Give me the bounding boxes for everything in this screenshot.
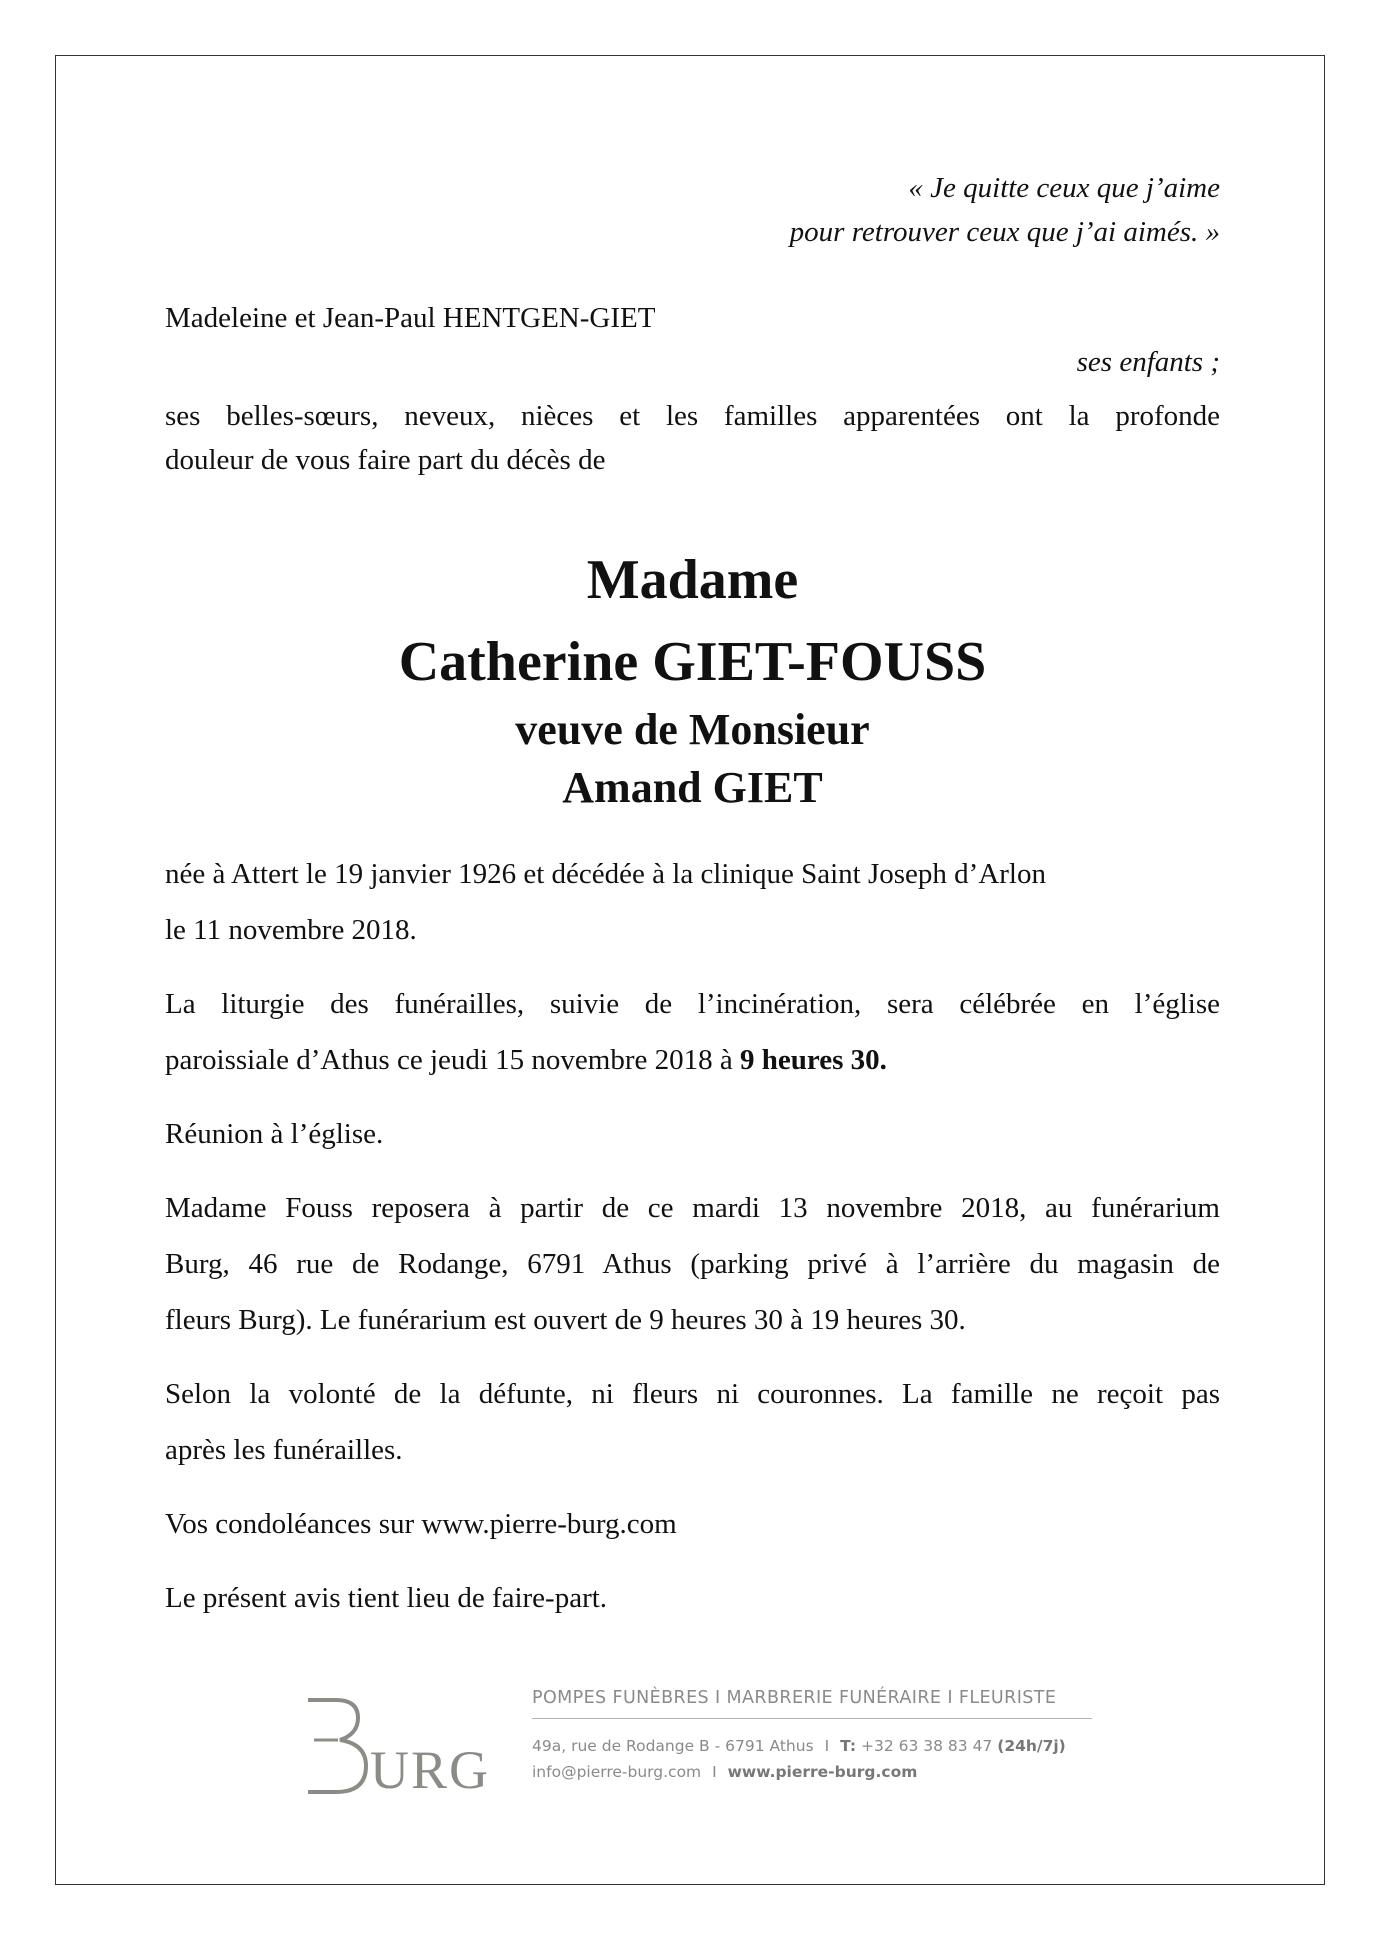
company-address-line <box>532 1733 1092 1759</box>
details-block <box>165 846 1220 1626</box>
notice-line: Le présent avis tient lieu de faire-part. <box>165 1582 608 1614</box>
deceased-title: Madame <box>586 549 799 611</box>
wish-line-1: Selon la volonté de la défunte, ni fleurs ni couronnes. La famille ne reçoit pas <box>165 1378 1220 1410</box>
wish-line-2: après les funérailles. <box>165 1434 403 1466</box>
deceased-name: Catherine GIET-FOUSS <box>398 631 987 693</box>
deceased-block <box>165 548 1220 816</box>
announcement-line-1: ses belles-sœurs, neveux, nièces et les familles apparentées ont la profonde <box>165 400 1220 432</box>
liturgy-line-2 <box>165 1032 1220 1088</box>
quote-line-1: « Je quitte ceux que j’aime <box>908 172 1220 204</box>
birth-line-2: le 11 novembre 2018. <box>165 914 417 946</box>
separator: I <box>712 1763 717 1781</box>
burg-logo-mark <box>300 1696 490 1796</box>
liturgy-line-2-text: paroissiale d’Athus ce jeudi 15 novembre 2018 à <box>165 1044 741 1076</box>
company-contact-line <box>532 1759 1092 1785</box>
meeting-line: Réunion à l’église. <box>165 1118 384 1150</box>
company-website[interactable]: www.pierre-burg.com <box>727 1763 918 1781</box>
burg-logo <box>300 1696 490 1796</box>
company-services: POMPES FUNÈBRES I MARBRERIE FUNÉRAIRE I FLEURISTE <box>532 1688 1092 1719</box>
spouse-name: Amand GIET <box>562 763 823 812</box>
birth-line-1: née à Attert le 19 janvier 1926 et décédée à la clinique Saint Joseph d’Arlon <box>165 858 1046 890</box>
phone-label: T: <box>840 1737 857 1755</box>
liturgy-line-1: La liturgie des funérailles, suivie de l’incinération, sera célébrée en l’église <box>165 988 1220 1020</box>
announcement-line-2: douleur de vous faire part du décès de <box>165 444 606 476</box>
rest-line-1: Madame Fouss reposera à partir de ce mardi 13 novembre 2018, au funérarium <box>165 1192 1220 1224</box>
rest-line-2: Burg, 46 rue de Rodange, 6791 Athus (parking privé à l’arrière du magasin de <box>165 1248 1220 1280</box>
company-info <box>532 1688 1092 1785</box>
company-address: 49a, rue de Rodange B - 6791 Athus <box>532 1737 814 1755</box>
family-relation: ses enfants ; <box>1076 346 1220 378</box>
separator: I <box>824 1737 830 1755</box>
rest-line-3: fleurs Burg). Le funérarium est ouvert de 9 heures 30 à 19 heures 30. <box>165 1304 966 1336</box>
company-email[interactable]: info@pierre-burg.com <box>532 1763 702 1781</box>
company-footer <box>300 1680 1090 1800</box>
company-phone: +32 63 38 83 47 <box>860 1737 993 1755</box>
svg-text:URG: URG <box>370 1740 490 1796</box>
family-names: Madeleine et Jean-Paul HENTGEN-GIET <box>165 302 656 334</box>
phone-hours: (24h/7j) <box>997 1737 1066 1755</box>
obituary-notice <box>165 160 1220 1626</box>
condolences-line: Vos condoléances sur www.pierre-burg.com <box>165 1508 677 1540</box>
quote-line-2: pour retrouver ceux que j’ai aimés. » <box>789 216 1220 248</box>
widow-line: veuve de Monsieur <box>515 705 870 754</box>
liturgy-time: 9 heures 30. <box>740 1044 887 1076</box>
